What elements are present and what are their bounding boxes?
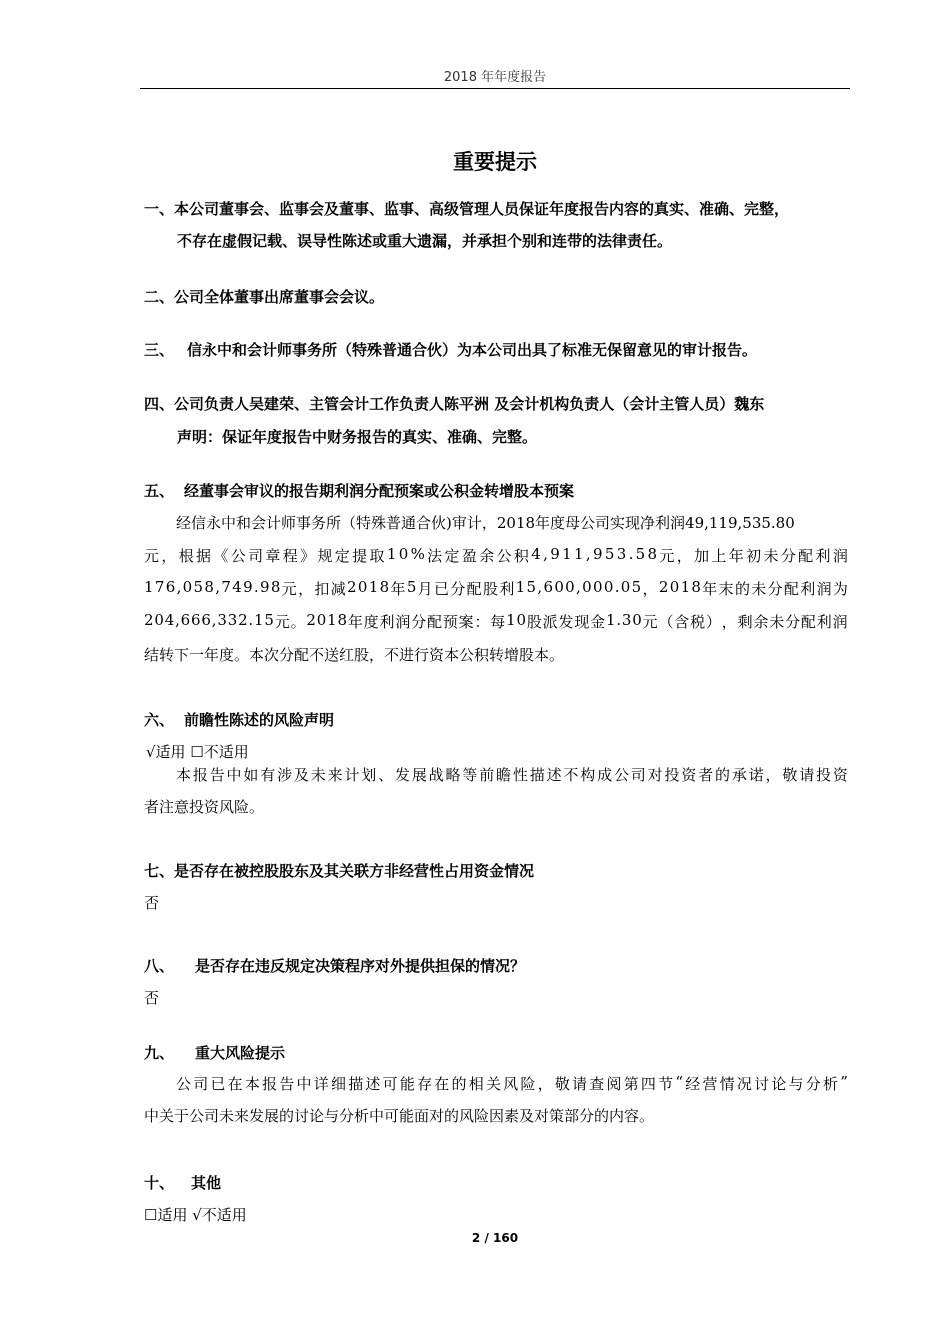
section-1-line2: 不存在虚假记载、误导性陈述或重大遗漏，并承担个别和连带的法律责任。: [177, 232, 673, 250]
section-9-num: 九、: [144, 1044, 175, 1062]
section-4-line2: 声明：保证年度报告中财务报告的真实、准确、完整。: [177, 428, 538, 446]
section-9-para-line: 中关于公司未来发展的讨论与分析中可能面对的风险因素及对策部分的内容。: [144, 1107, 655, 1125]
section-7-answer: 否: [144, 894, 160, 912]
section-3-num: 三、: [144, 341, 175, 359]
section-6-para-line: 者注意投资风险。: [144, 798, 265, 816]
section-9-heading: 重大风险提示: [195, 1044, 286, 1062]
section-8-num: 八、: [144, 957, 175, 975]
section-1-line1: 一、本公司董事会、监事会及董事、监事、高级管理人员保证年度报告内容的真实、准确、完整，: [144, 200, 790, 218]
section-10-heading: 其他: [191, 1174, 222, 1192]
section-10-applicable: ☐适用 √不适用: [144, 1206, 247, 1224]
section-5-num: 五、: [144, 482, 175, 500]
section-9-para-line: 公 司 已 在 本 报 告 中 详 细 描 述 可 能 存 在 的 相 关 风 险 ， 敬 请 查 阅 第 四 节 “ 经 营 情 况 讨 论 与 分 析 ”: [176, 1073, 848, 1093]
section-8-heading: 是否存在违反规定决策程序对外提供担保的情况？: [195, 957, 526, 975]
section-5-para-line: 元 ， 根 据 《 公 司 章 程 》 规 定 提 取 1 0 % 法 定 盈 余 公 积 4 , 9 1 1 , 9 5 3 . 5 8 元 ， 加 上 年 初 未 分 配 利 润: [144, 545, 848, 565]
section-4-line1: 四、公司负责人吴建荣、主管会计工作负责人陈平洲 及会计机构负责人（会计主管人员）魏东: [144, 395, 765, 413]
section-3-text: 信永中和会计师事务所（特殊普通合伙）为本公司出具了标准无保留意见的审计报告。: [187, 341, 758, 359]
header-rule: [140, 88, 850, 89]
section-5-heading: 经董事会审议的报告期利润分配预案或公积金转增股本预案: [184, 482, 575, 500]
section-7-heading: 七、是否存在被控股股东及其关联方非经营性占用资金情况: [144, 862, 535, 880]
section-5-para-line: 2 0 4 , 6 6 6 , 3 3 2 . 1 5 元 。 2 0 1 8 年 度 利 润 分 配 预 案 ： 每 1 0 股 派 发 现 金 1 . 3 0 元 （ 含 税 ） ， 剩 余 未 分 配 利 润: [144, 611, 848, 631]
page-title: 重要提示: [453, 150, 537, 174]
section-10-num: 十、: [144, 1174, 175, 1192]
section-8-answer: 否: [144, 989, 160, 1007]
report-header: 2018 年年度报告: [443, 70, 547, 85]
section-6-applicable: √适用 ☐不适用: [146, 743, 249, 761]
section-6-num: 六、: [144, 711, 175, 729]
section-5-para-line: 经信永中和会计师事务所（特殊普通合伙)审计，2018年度母公司实现净利润49,119,535.80: [176, 514, 795, 532]
section-6-heading: 前瞻性陈述的风险声明: [184, 711, 335, 729]
section-5-para-line: 结转下一年度。本次分配不送红股，不进行资本公积转增股本。: [144, 646, 565, 664]
section-6-para-line: 本 报 告 中 如 有 涉 及 未 来 计 划 、 发 展 战 略 等 前 瞻 性 描 述 不 构 成 公 司 对 投 资 者 的 承 诺 ， 敬 请 投 资: [176, 766, 848, 784]
page-number: 2 / 160: [471, 1231, 519, 1245]
section-5-para-line: 1 7 6 , 0 5 8 , 7 4 9 . 9 8 元 ， 扣 减 2 0 1 8 年 5 月 已 分 配 股 利 1 5 , 6 0 0 , 0 0 0 . 0 5 ， 2 0 1 8 年 末 的 未 分 配 利 润 为: [144, 578, 848, 598]
section-2: 二、公司全体董事出席董事会会议。: [144, 288, 385, 306]
